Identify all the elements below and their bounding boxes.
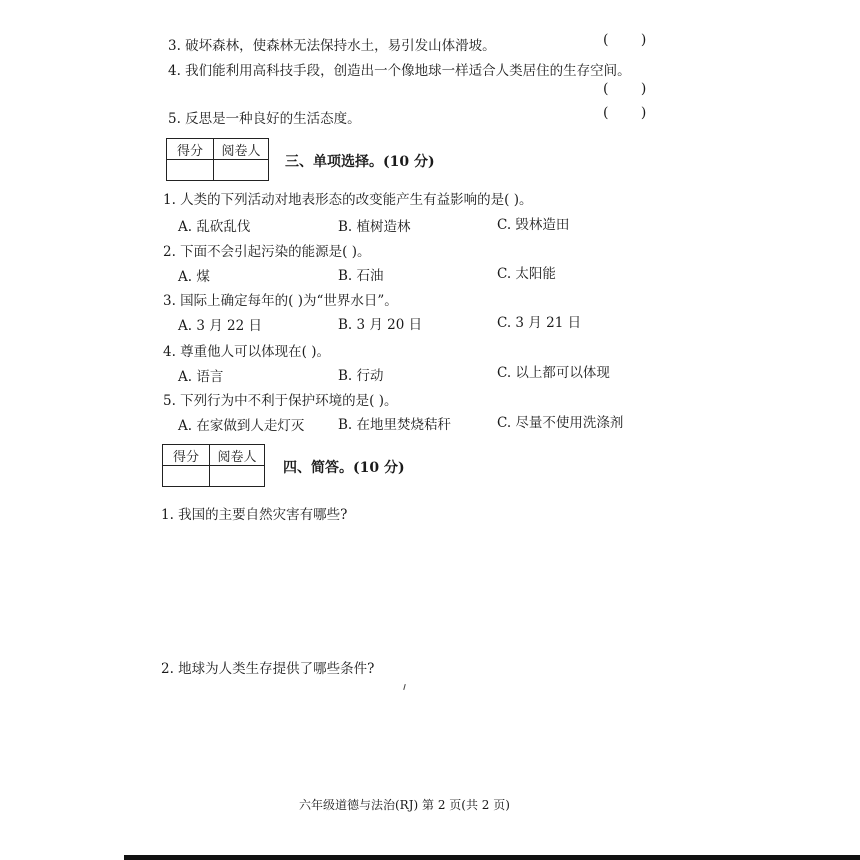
scan-edge-bar	[124, 855, 860, 860]
section3-title: 三、单项选择。(10 分)	[285, 154, 435, 170]
judgment-item-3: 3. 破坏森林，使森林无法保持水土，易引发山体滑坡。	[168, 38, 496, 54]
score-cell[interactable]	[167, 160, 214, 181]
page-footer: 六年级道德与法治(RJ) 第 2 页(共 2 页)	[299, 798, 510, 812]
choice-q3-option-b: B. 3 月 20 日	[338, 317, 423, 333]
score-box-section3	[166, 138, 269, 181]
short-answer-q2: 2. 地球为人类生存提供了哪些条件?	[161, 661, 375, 677]
choice-q2-option-b: B. 石油	[338, 268, 384, 284]
choice-q2-option-a: A. 煤	[178, 269, 210, 285]
answer-paren-3: ( )	[603, 32, 661, 48]
choice-q1-option-c: C. 毁林造田	[497, 217, 570, 233]
answer-paren-5: ( )	[603, 105, 661, 121]
section4-title: 四、简答。(10 分)	[283, 460, 405, 476]
judgment-item-5: 5. 反思是一种良好的生活态度。	[168, 111, 361, 127]
choice-q4-option-c: C. 以上都可以体现	[497, 365, 610, 381]
choice-q1-option-b: B. 植树造林	[338, 219, 411, 235]
reviewer-label: 阅卷人	[214, 139, 269, 160]
answer-area-q1[interactable]	[161, 525, 681, 645]
reviewer-cell[interactable]	[210, 466, 265, 487]
choice-q3-option-a: A. 3 月 22 日	[178, 318, 262, 334]
reviewer-cell[interactable]	[214, 160, 269, 181]
choice-q3-stem: 3. 国际上确定每年的( )为“世界水日”。	[163, 293, 398, 309]
choice-q3-option-c: C. 3 月 21 日	[497, 315, 582, 331]
choice-q4-option-a: A. 语言	[178, 369, 224, 385]
choice-q5-option-c: C. 尽量不使用洗涤剂	[497, 415, 624, 431]
choice-q1-option-a: A. 乱砍乱伐	[178, 219, 251, 235]
short-answer-q1: 1. 我国的主要自然灾害有哪些?	[161, 507, 348, 523]
choice-q2-option-c: C. 太阳能	[497, 266, 556, 282]
choice-q2-stem: 2. 下面不会引起污染的能源是( )。	[163, 244, 371, 260]
choice-q4-option-b: B. 行动	[338, 368, 384, 384]
score-cell[interactable]	[163, 466, 210, 487]
choice-q5-option-a: A. 在家做到人走灯灭	[178, 418, 305, 434]
answer-area-q2[interactable]	[161, 680, 681, 790]
choice-q5-option-b: B. 在地里焚烧秸秆	[338, 417, 452, 433]
score-label: 得分	[163, 445, 210, 466]
choice-q1-stem: 1. 人类的下列活动对地表形态的改变能产生有益影响的是( )。	[163, 192, 533, 208]
judgment-item-4: 4. 我们能利用高科技手段，创造出一个像地球一样适合人类居住的生存空间。	[168, 63, 631, 79]
score-box-section4	[162, 444, 265, 487]
reviewer-label: 阅卷人	[210, 445, 265, 466]
score-label: 得分	[167, 139, 214, 160]
choice-q5-stem: 5. 下列行为中不利于保护环境的是( )。	[163, 393, 398, 409]
answer-paren-4: ( )	[603, 81, 661, 97]
choice-q4-stem: 4. 尊重他人可以体现在( )。	[163, 344, 330, 360]
